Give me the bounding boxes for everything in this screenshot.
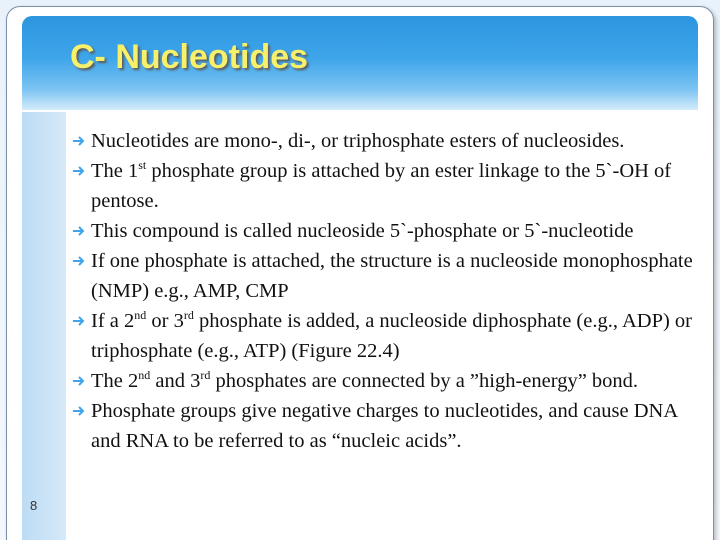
slide-title: C- Nucleotides [70, 38, 309, 76]
ordinal-suffix: nd [134, 308, 147, 323]
bullet-text: phosphate is added, a nucleoside diphosphate (e.g., ADP) or triphosphate (e.g., ATP) (Figure 22.4) [91, 310, 692, 362]
list-item [72, 246, 696, 306]
bullet-text: This compound is called nucleoside 5`-phosphate or 5`-nucleotide [91, 220, 634, 242]
list-item [72, 156, 696, 216]
list-item [72, 306, 696, 366]
arrow-bullet-icon [72, 375, 88, 387]
ordinal-suffix: rd [183, 308, 194, 323]
bullet-text: and 3 [150, 370, 201, 392]
bullet-text: The 2 [91, 370, 139, 392]
bullet-list [72, 126, 696, 456]
list-item [72, 396, 696, 456]
arrow-bullet-icon [72, 255, 88, 267]
bullet-text: phosphates are connected by a ”high-energy” bond. [210, 370, 639, 392]
arrow-bullet-icon [72, 405, 88, 417]
bullet-text: If a 2 [91, 310, 135, 332]
ordinal-suffix: nd [138, 368, 151, 383]
arrow-bullet-icon [72, 315, 88, 327]
ordinal-suffix: rd [200, 368, 211, 383]
arrow-bullet-icon [72, 225, 88, 237]
bullet-text: phosphate group is attached by an ester linkage to the 5`-OH of pentose. [91, 160, 672, 212]
slide-number: 8 [30, 498, 38, 513]
bullet-text: The 1 [91, 160, 139, 182]
bullet-text: or 3 [146, 310, 184, 332]
arrow-bullet-icon [72, 135, 88, 147]
arrow-bullet-icon [72, 165, 88, 177]
list-item [72, 126, 696, 156]
list-item [72, 366, 696, 396]
bullet-text: Nucleotides are mono-, di-, or triphosphate esters of nucleosides. [91, 130, 625, 152]
left-sidebar-band [22, 112, 66, 540]
ordinal-suffix: st [138, 158, 147, 173]
bullet-text: If one phosphate is attached, the structure is a nucleoside monophosphate (NMP) e.g., AMP, CMP [91, 250, 693, 302]
list-item [72, 216, 696, 246]
bullet-text: Phosphate groups give negative charges to nucleotides, and cause DNA and RNA to be referred to as “nucleic acids”. [91, 400, 678, 452]
